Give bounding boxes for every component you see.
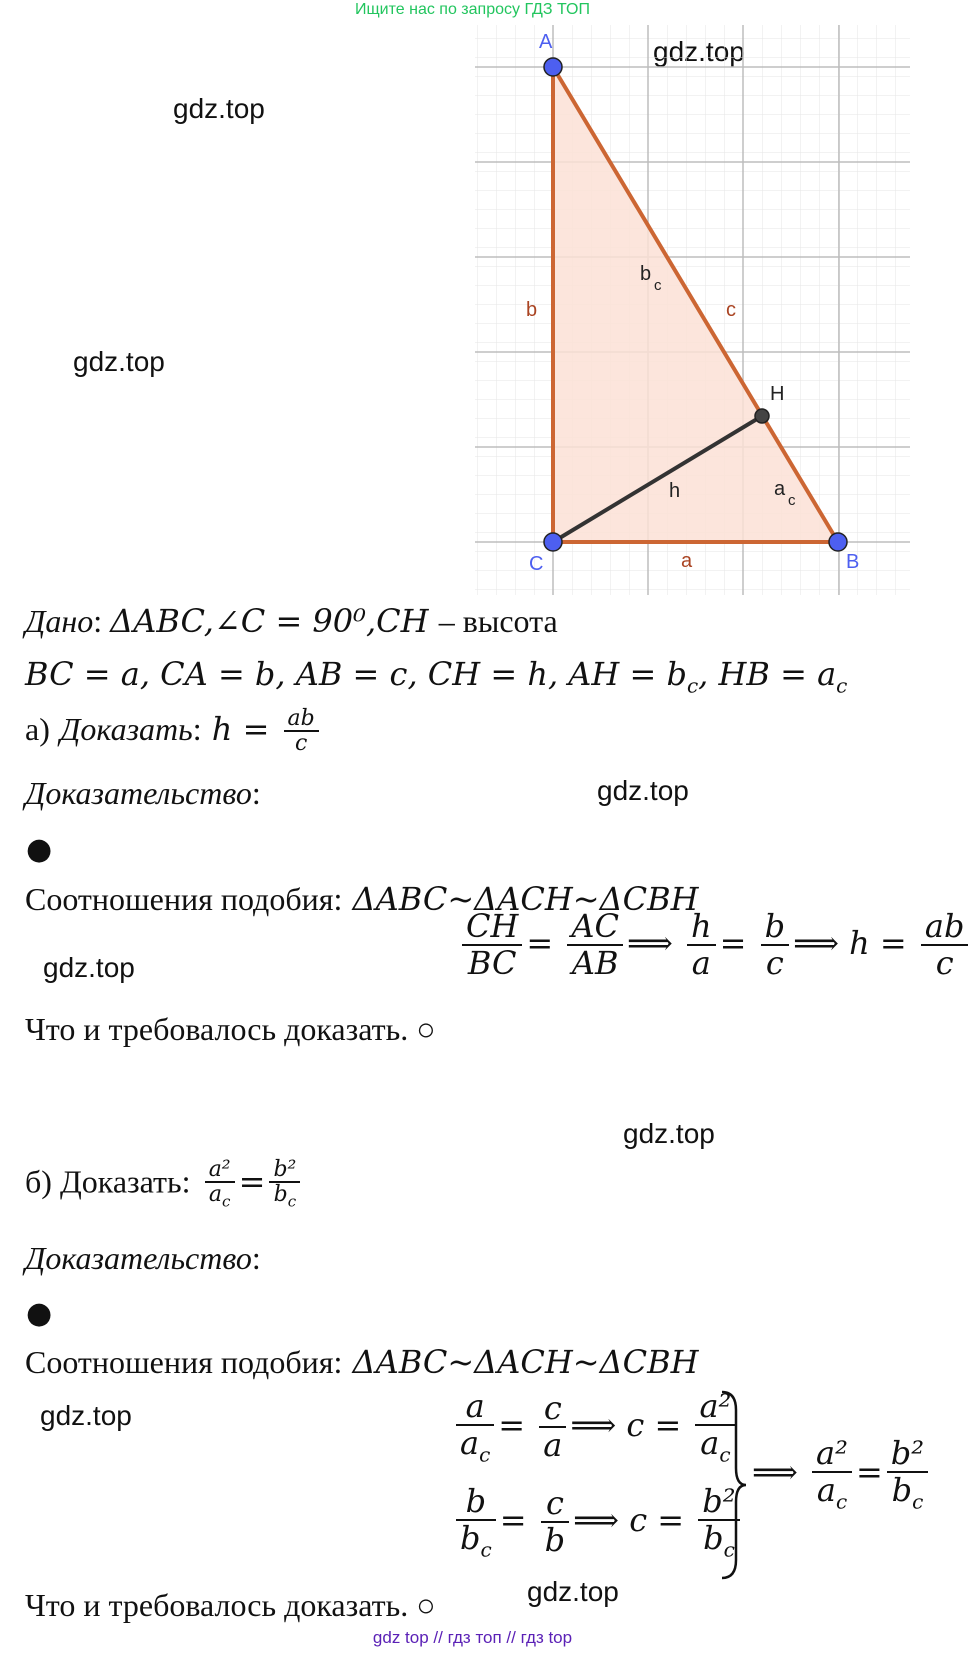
point-h bbox=[755, 409, 769, 423]
watermark: gdz.top bbox=[597, 775, 689, 806]
watermark: gdz.top bbox=[73, 346, 165, 377]
watermark: gdz.top bbox=[527, 1576, 619, 1607]
label-side-b: b bbox=[526, 299, 538, 321]
given-tail: – высота bbox=[438, 603, 558, 639]
equation-b-row2: $\frac{b}{b_c}$ = $\frac{c}{b}$ ⟹ c = $\frac{\text{b²}}{b_c}$ bbox=[452, 1485, 744, 1560]
label-bc-sub: c bbox=[654, 277, 662, 294]
similarity-a: Соотношения подобия: ΔABC~ΔACH~ΔCBH bbox=[25, 880, 699, 918]
label-point-c: C bbox=[529, 553, 544, 575]
given-line-2: BC = a, CA = b, AB = c, CH = h, AH = $b_c$, HB = $a_c$ bbox=[25, 655, 848, 698]
equation-b-row1: $\frac{a}{a_c}$ = $\frac{c}{a}$ ⟹ c = $\frac{\text{a²}}{a_c}$ bbox=[452, 1390, 739, 1465]
given-expression: ΔABC,∠C = 90⁰,CH bbox=[110, 602, 429, 640]
fraction-ab-over-c: $\frac{ab}{c}$ bbox=[284, 707, 319, 756]
proof-label-a: Доказательство: bbox=[25, 775, 261, 811]
label-point-b: B bbox=[846, 551, 860, 573]
prove-label: Доказать bbox=[60, 711, 193, 748]
label-ac-sub: c bbox=[788, 492, 796, 509]
bullet-b: ● bbox=[26, 1296, 53, 1331]
label-bc: b bbox=[640, 263, 652, 285]
label-side-a: a bbox=[681, 550, 693, 572]
point-a bbox=[544, 58, 562, 76]
watermark: gdz.top bbox=[43, 952, 135, 983]
bullet-a: ● bbox=[26, 832, 53, 867]
label-ac: a bbox=[774, 478, 786, 500]
given-label: Дано bbox=[25, 603, 94, 639]
given-line-1: Дано: ΔABC,∠C = 90⁰,CH – высота bbox=[25, 602, 558, 640]
part-a-statement: а) Доказать: h = $\frac{ab}{c}$ bbox=[25, 707, 323, 756]
label-h: h bbox=[669, 480, 681, 502]
watermark: gdz.top bbox=[40, 1400, 132, 1431]
point-b bbox=[829, 533, 847, 551]
label-point-a: A bbox=[539, 31, 553, 53]
search-banner: Ищите нас по запросу ГДЗ ТОП bbox=[355, 1, 590, 18]
qed-a: Что и требовалось доказать. ○ bbox=[25, 1011, 436, 1047]
label-point-h: H bbox=[770, 383, 785, 405]
part-b-statement: б) Доказать: $\frac{\text{a²}}{a_c}$ = $\frac{\text{b²}}{b_c}$ bbox=[25, 1158, 304, 1210]
equation-a: $\frac{CH}{BC}$ = $\frac{AC}{AB}$ ⟹ $\frac{h}{a}$ = $\frac{b}{c}$ ⟹ h = $\frac{ab}{c}$ bbox=[458, 910, 972, 981]
similarity-b: Соотношения подобия: ΔABC~ΔACH~ΔCBH bbox=[25, 1343, 699, 1381]
equation-b-result: ⟹ $\frac{\text{a²}}{a_c}$ = $\frac{\text{b²}}{b_c}$ bbox=[752, 1437, 932, 1512]
footer-links[interactable]: gdz top // гдз топ // гдз top bbox=[372, 1628, 573, 1647]
watermark: gdz.top bbox=[623, 1118, 715, 1149]
right-brace bbox=[718, 1390, 748, 1580]
watermark: gdz.top bbox=[173, 93, 265, 124]
qed-b: Что и требовалось доказать. ○ bbox=[25, 1587, 436, 1623]
proof-label-b: Доказательство: bbox=[25, 1240, 261, 1276]
label-side-c: c bbox=[726, 299, 736, 321]
point-c bbox=[544, 533, 562, 551]
triangle-figure bbox=[470, 25, 910, 597]
